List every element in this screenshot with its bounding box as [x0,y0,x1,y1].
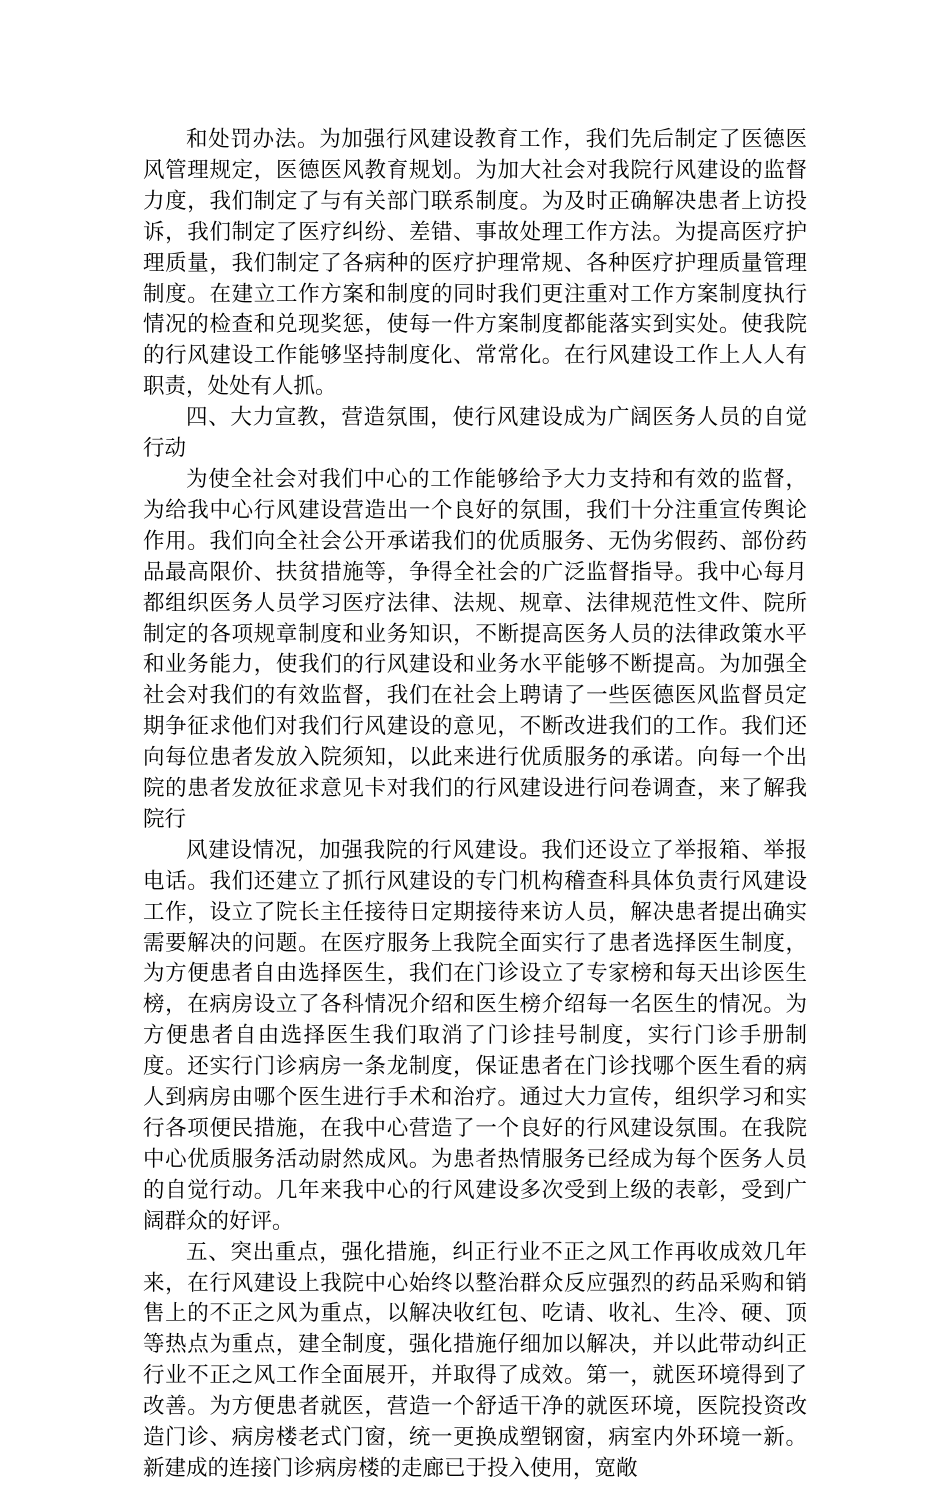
document-body [143,125,807,1485]
section-heading-four: 四、大力宣教，营造氛围，使行风建设成为广阔医务人员的自觉行动 [143,405,807,462]
paragraph-publicity: 为使全社会对我们中心的工作能够给予大力支持和有效的监督，为给我中心行风建设营造出一个良好的氛围，我们十分注重宣传舆论作用。我们向全社会公开承诺我们的优质服务、无伪劣假药、部份药品最高限价、扶贫措施等，争得全社会的广泛监督指导。我中心每月都组织医务人员学习医疗法律、法规、规章、法律规范性文件、院所制定的各项规章制度和业务知识，不断提高医务人员的法律政策水平和业务能力，使我们的行风建设和业务水平能够不断提高。为加强全社会对我们的有效监督，我们在社会上聘请了一些医德医风监督员定期争征求他们对我们行风建设的意见，不断改进我们的工作。我们还向每位患者发放入院须知，以此来进行优质服务的承诺。向每一个出院的患者发放征求意见卡对我们的行风建设进行问卷调查，来了解我院行 [143,466,807,832]
section-heading-five: 五、突出重点，强化措施，纠正行业不正之风工作再收成效几年来，在行风建设上我院中心始终以整治群众反应强烈的药品采购和销售上的不正之风为重点，以解决收红包、吃请、收礼、生冷、硬、顶等热点为重点，建全制度，强化措施仔细加以解决，并以此带动纠正行业不正之风工作全面展开，并取得了成效。第一，就医环境得到了改善。为方便患者就医，营造一个舒适干净的就医环境，医院投资改造门诊、病房楼老式门窗，统一更换成塑钢窗，病室内外环境一新。新建成的连接门诊病房楼的走廊已于投入使用，宽敞 [143,1239,807,1481]
paragraph-style-building: 风建设情况，加强我院的行风建设。我们还设立了举报箱、举报电话。我们还建立了抓行风建设的专门机构稽查科具体负责行风建设工作，设立了院长主任接待日定期接待来访人员，解决患者提出确实需要解决的问题。在医疗服务上我院全面实行了患者选择医生制度，为方便患者自由选择医生，我们在门诊设立了专家榜和每天出诊医生榜，在病房设立了各科情况介绍和医生榜介绍每一名医生的情况。为方便患者自由选择医生我们取消了门诊挂号制度，实行门诊手册制度。还实行门诊病房一条龙制度，保证患者在门诊找哪个医生看的病人到病房由哪个医生进行手术和治疗。通过大力宣传，组织学习和实行各项便民措施，在我中心营造了一个良好的行风建设氛围。在我院中心优质服务活动尉然成风。为患者热情服务已经成为每个医务人员的自觉行动。几年来我中心的行风建设多次受到上级的表彰，受到广阔群众的好评。 [143,837,807,1234]
paragraph-regulations: 和处罚办法。为加强行风建设教育工作，我们先后制定了医德医风管理规定，医德医风教育规划。为加大社会对我院行风建设的监督力度，我们制定了与有关部门联系制度。为及时正确解决患者上访投诉，我们制定了医疗纠纷、差错、事故处理工作方法。为提高医疗护理质量，我们制定了各病种的医疗护理常规、各种医疗护理质量管理制度。在建立工作方案和制度的同时我们更注重对工作方案制度执行情况的检查和兑现奖惩，使每一件方案制度都能落实到实处。使我院的行风建设工作能够坚持制度化、常常化。在行风建设工作上人人有职责，处处有人抓。 [143,127,807,400]
